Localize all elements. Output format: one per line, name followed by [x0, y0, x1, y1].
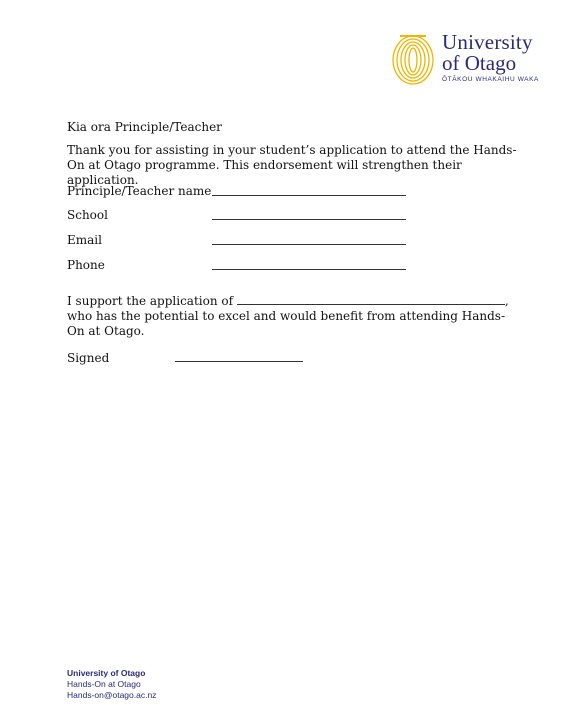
footer: [67, 668, 156, 701]
greeting: Kia ora Principle/Teacher: [67, 120, 222, 134]
support-text-before: I support the application of: [67, 294, 237, 308]
student-name-line[interactable]: [237, 304, 505, 305]
logo-university: University: [442, 30, 533, 54]
support-paragraph: [67, 294, 519, 339]
field-line-school[interactable]: [212, 219, 406, 220]
footer-dept: Hands-On at Otago: [67, 679, 141, 689]
signature-line[interactable]: [175, 361, 303, 362]
field-label-school: School: [67, 208, 108, 222]
logo-maori-name: ŌTĀKOU WHAKAIHU WAKA: [442, 76, 539, 83]
logo-of-otago: of Otago: [442, 51, 517, 75]
signed-label: Signed: [67, 351, 110, 365]
support-text-after: , who has the potential to excel and would benefit from attending Hands-On at Otago.: [67, 294, 509, 338]
footer-email: Hands-on@otago.ac.nz: [67, 690, 157, 700]
field-label-name: Principle/Teacher name: [67, 184, 212, 198]
otago-crest-icon: [390, 32, 436, 86]
field-line-email[interactable]: [212, 244, 406, 245]
university-logo: [390, 32, 550, 88]
field-line-phone[interactable]: [212, 269, 406, 270]
logo-wordmark: [442, 32, 539, 83]
field-label-email: Email: [67, 233, 102, 247]
field-label-phone: Phone: [67, 258, 105, 272]
intro-paragraph: Thank you for assisting in your student’s application to attend the Hands-On at Otago programme. This endorsement will strengthen their application.: [67, 143, 517, 187]
footer-org: University of Otago: [67, 668, 146, 678]
field-line-name[interactable]: [212, 195, 406, 196]
